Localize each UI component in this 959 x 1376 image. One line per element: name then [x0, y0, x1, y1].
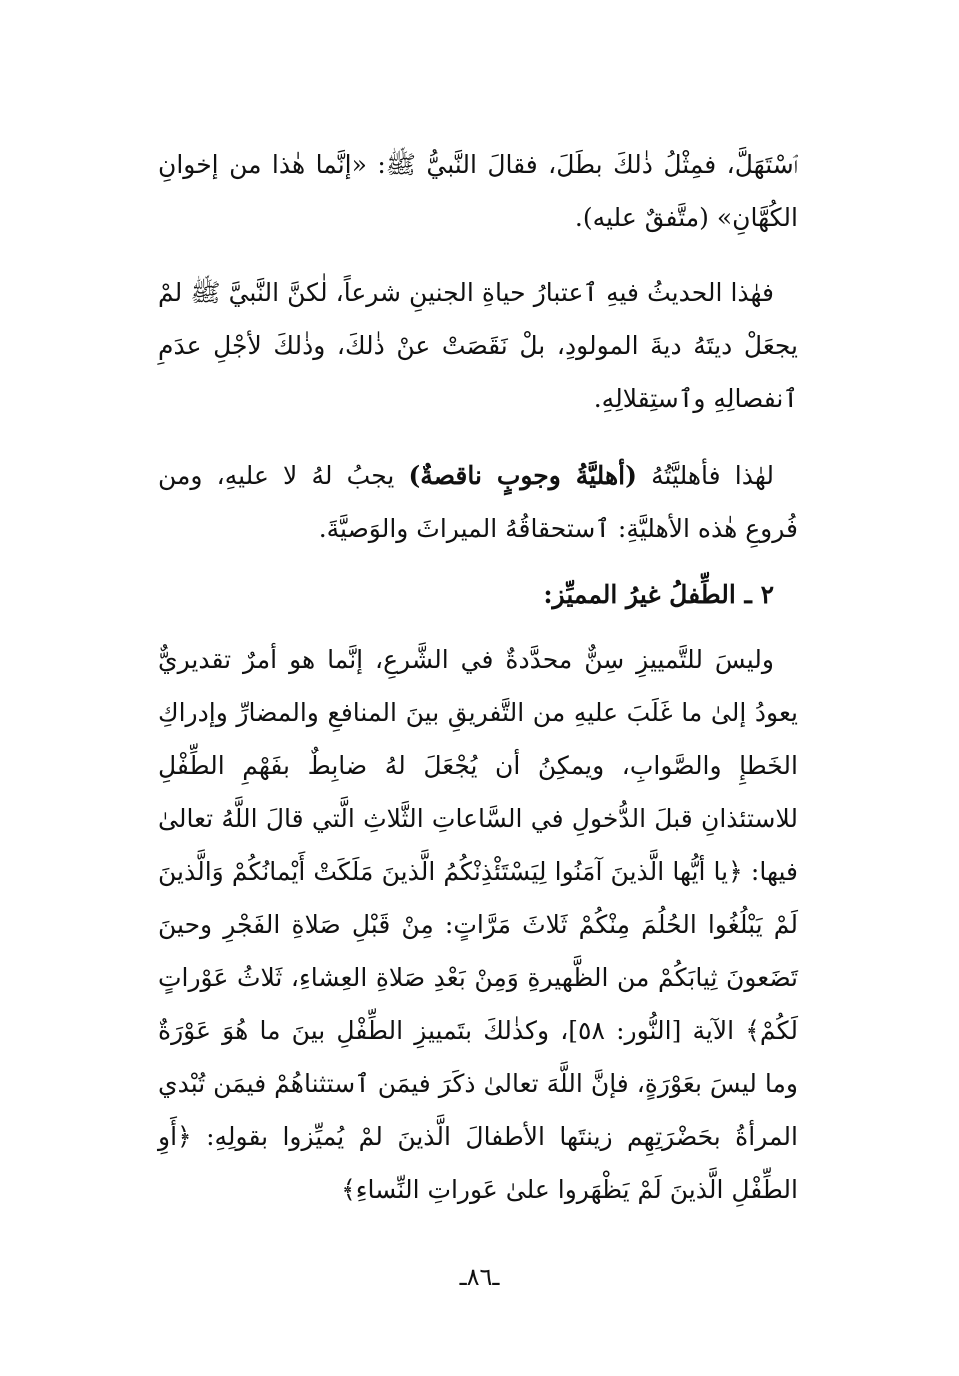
section-heading	[158, 568, 798, 621]
section-heading-text: ٢ ـ الطِّفلُ غيرُ المميِّز:	[543, 580, 774, 609]
paragraph-2	[158, 266, 798, 425]
page-number: ـ٨٦ـ	[459, 1263, 500, 1291]
paragraph-3-start: لهٰذا فأهليَّتُهُ	[636, 461, 774, 490]
paragraph-3-end: يجبُ لهُ لا عليهِ، ومن فُروعِ هٰذه الأهليَّةِ: ٱستحقاقُهُ الميراثَ والوَصيَّةَ.	[158, 461, 798, 543]
paragraph-4-text: وليسَ للتَّمييزِ سِنٌّ محدَّدةٌ في الشَّرعِ، إنَّما هو أمرٌ تقديريٌّ يعودُ إلىٰ ما غَلَبَ عليهِ من التَّفريقِ بينَ المنافعِ والمضارِّ وإدراكِ الخَطإِ والصَّوابِ، ويمكِنُ أن يُجْعَلَ لهُ ضابِطٌ بفَهْمِ الطِّفْلِ للاستئذانِ قبلَ الدُّخولِ في السَّاعاتِ الثَّلاثِ الَّتي قالَ اللَّهُ تعالىٰ فيها: ﴿يا أيُّها الَّذينَ آمَنُوا لِيَسْتَئْذِنْكُمُ الَّذينَ مَلَكَتْ أَيْمانُكُمْ وَالَّذينَ لَمْ يَبْلُغُوا الحُلُمَ مِنْكُمْ ثَلاثَ مَرَّاتٍ: مِنْ قَبْلِ صَلاةِ الفَجْرِ وحينَ تَضَعونَ ثِيابَكُمْ من الظَّهيرةِ وَمِنْ بَعْدِ صَلاةِ العِشاءِ، ثَلاثُ عَوْراتٍ لَكُمْ﴾ الآية [النُّور: ٥٨]، وكذٰلكَ بتَمييزِ الطِّفْلِ بينَ ما هُوَ عَوْرَةٌ وما ليسَ بعَوْرَةٍ، فإنَّ اللَّهَ تعالىٰ ذكَرَ فيمَن ٱستثناهُمْ فيمَن تُبْدي المرأةُ بحَضْرَتِهِم زينتَها الأطفالَ الَّذينَ لمْ يُميِّزوا بقولِهِ: ﴿أَوِ الطِّفْلِ الَّذينَ لَمْ يَظْهَروا علىٰ عَوراتِ النِّساءِ﴾	[158, 645, 798, 1204]
paragraph-4	[158, 633, 798, 1216]
paragraph-2-text: فهٰذا الحديثُ فيهِ ٱعتبارُ حياةِ الجنينِ شرعاً، لٰكنَّ النَّبيَّ ﷺ لمْ يجعَلْ ديتَهُ ديةَ المولودِ، بلْ نَقَصَتْ عنْ ذٰلكَ، وذٰلكَ لأجْلِ عدَمِ ٱنفصالِهِ وٱستِقلالِهِ.	[158, 278, 798, 413]
paragraph-3-text	[158, 449, 798, 555]
paragraph-1	[158, 138, 798, 244]
paragraph-3	[158, 449, 798, 555]
paragraph-1-text: ٱسْتَهَلَّ، فمِثْلُ ذٰلكَ بطَلَ، فقالَ النَّبيُّ ﷺ: «إنَّما هٰذا من إخوانِ الكُهَّانِ» (متَّفقٌ عليه).	[158, 150, 798, 232]
paragraph-3-bold: (أهليَّةُ وجوبٍ ناقصةٌ)	[408, 461, 637, 490]
